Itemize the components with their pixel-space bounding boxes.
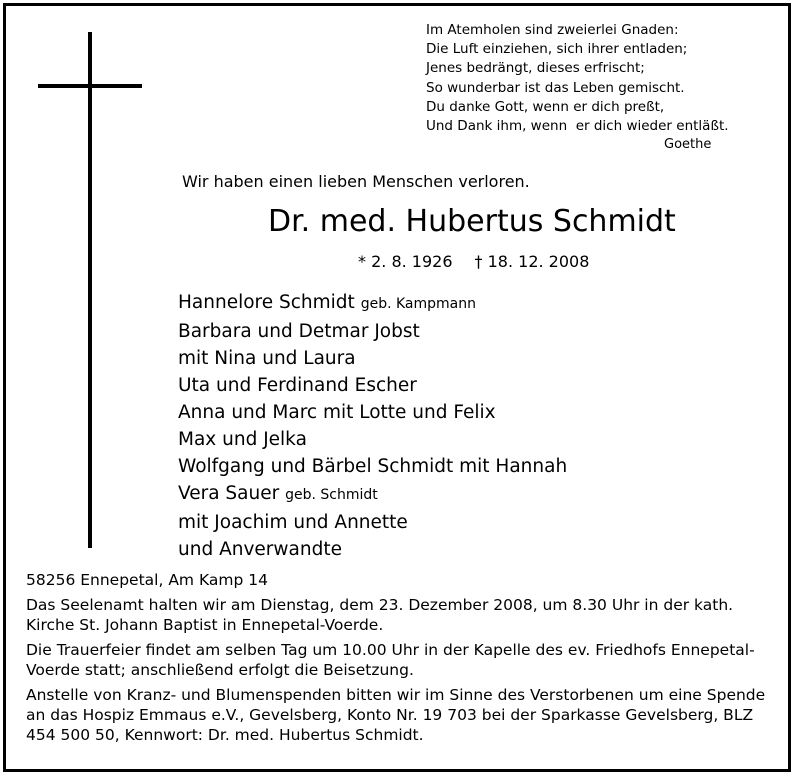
mourner-note: geb. Schmidt xyxy=(285,487,378,503)
mourner-line xyxy=(178,536,567,563)
poem-line: Du danke Gott, wenn er dich preßt, xyxy=(426,98,665,115)
mourner-name: Barbara und Detmar Jobst xyxy=(178,321,420,342)
mourner-name: und Anverwandte xyxy=(178,539,342,560)
poem-line: Jenes bedrängt, dieses erfrischt; xyxy=(426,60,645,77)
mourner-name: mit Joachim und Annette xyxy=(178,512,408,533)
mourner-line xyxy=(178,289,567,318)
mourner-name: Anna und Marc mit Lotte und Felix xyxy=(178,402,496,423)
mourner-name: Uta und Ferdinand Escher xyxy=(178,375,417,396)
address: 58256 Ennepetal, Am Kamp 14 xyxy=(26,571,268,589)
cross-horizontal-bar xyxy=(38,84,142,88)
mourner-line xyxy=(178,318,567,345)
deceased-name: Dr. med. Hubertus Schmidt xyxy=(268,204,676,239)
mourner-name: Max und Jelka xyxy=(178,429,307,450)
mourner-note: geb. Kampmann xyxy=(360,296,476,312)
mourner-line xyxy=(178,509,567,536)
poem-line: Die Luft einziehen, sich ihrer entladen; xyxy=(426,41,688,58)
poem xyxy=(426,21,729,136)
mourner-line xyxy=(178,345,567,372)
mourner-line xyxy=(178,372,567,399)
mourner-line xyxy=(178,426,567,453)
life-dates xyxy=(358,252,611,271)
death-date: † 18. 12. 2008 xyxy=(474,252,590,271)
mourner-line xyxy=(178,399,567,426)
mourner-line xyxy=(178,480,567,509)
requiem-info: Das Seelenamt halten wir am Dienstag, dem 23. Dezember 2008, um 8.30 Uhr in der kath. Kirche St. Johann Baptist in Ennepetal-Voerde. xyxy=(26,596,734,634)
cross-vertical-bar xyxy=(88,32,92,548)
mourner-line xyxy=(178,453,567,480)
poem-line: So wunderbar ist das Leben gemischt. xyxy=(426,79,685,96)
mourner-name: Wolfgang und Bärbel Schmidt mit Hannah xyxy=(178,456,568,477)
footer-details xyxy=(26,570,776,750)
funeral-info: Die Trauerfeier findet am selben Tag um 10.00 Uhr in der Kapelle des ev. Friedhofs Ennepetal-Voerde statt; anschließend erfolgt die Beisetzung. xyxy=(26,641,755,679)
poem-author: Goethe xyxy=(664,137,712,152)
mourner-name: Hannelore Schmidt xyxy=(178,292,355,313)
birth-date: * 2. 8. 1926 xyxy=(358,252,453,271)
mourners-list xyxy=(178,289,567,563)
poem-line: Im Atemholen sind zweierlei Gnaden: xyxy=(426,22,679,38)
intro-text: Wir haben einen lieben Menschen verloren. xyxy=(182,172,530,191)
poem-line: Und Dank ihm, wenn er dich wieder entläßt. xyxy=(426,118,729,135)
donation-info: Anstelle von Kranz- und Blumenspenden bitten wir im Sinne des Verstorbenen um eine Spende an das Hospiz Emmaus e.V., Gevelsberg, Konto Nr. 19 703 bei der Sparkasse Gevelsberg, BLZ 454 500 50, Kennwort: Dr. med. Hubertus Schmidt. xyxy=(26,686,766,744)
mourner-name: Vera Sauer xyxy=(178,483,280,504)
mourner-name: mit Nina und Laura xyxy=(178,348,356,369)
